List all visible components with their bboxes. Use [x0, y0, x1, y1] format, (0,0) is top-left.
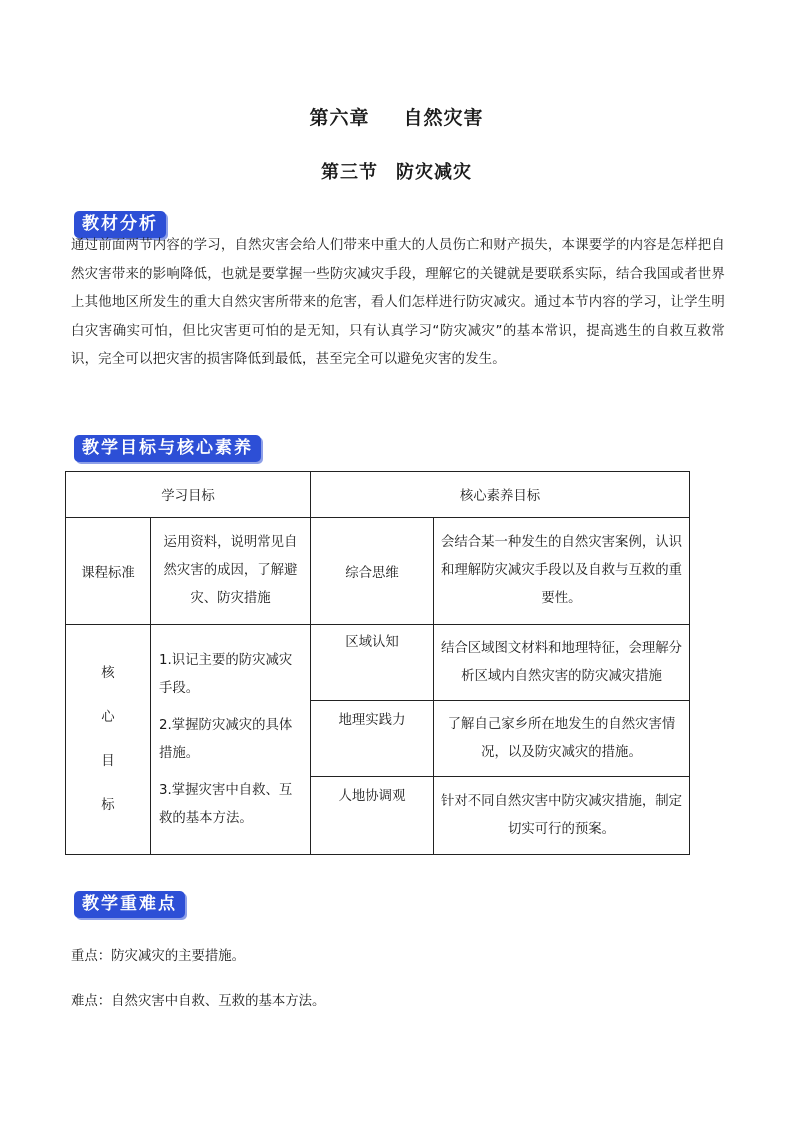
core-label-char: 心: [101, 709, 115, 725]
key-point: 重点：防灾减灾的主要措施。: [71, 949, 246, 964]
literacy-text-thinking: 会结合某一种发生的自然灾害案例，认识和理解防灾减灾手段以及自救与互救的重要性。: [434, 518, 690, 625]
literacy-text-region: 结合区域图文材料和地理特征，会理解分析区域内自然灾害的防灾减灾措施: [434, 625, 690, 701]
core-goal-item: 3.掌握灾害中自救、互救的基本方法。: [159, 782, 293, 826]
objectives-heading: 教学目标与核心素养: [74, 435, 261, 462]
difficult-point: 难点：自然灾害中自救、互救的基本方法。: [71, 994, 326, 1009]
analysis-heading: 教材分析: [74, 211, 166, 238]
difficulties-heading: 教学重难点: [74, 891, 185, 918]
objectives-table: [65, 471, 690, 855]
literacy-text-practice: 了解自己家乡所在地发生的自然灾害情况，以及防灾减灾的措施。: [434, 701, 690, 777]
literacy-name-harmony: 人地协调观: [311, 777, 434, 855]
chapter-name: 自然灾害: [403, 107, 484, 129]
section-name: 防灾减灾: [396, 162, 472, 183]
core-label-char: 目: [101, 753, 115, 769]
core-goal-item: 2.掌握防灾减灾的具体措施。: [159, 717, 293, 761]
core-goals-list: [151, 625, 311, 855]
standard-text: 运用资料，说明常见自然灾害的成因，了解避灾、防灾措施: [151, 518, 311, 625]
section-number: 第三节: [321, 162, 378, 183]
table-header-row: [66, 472, 690, 518]
chapter-number: 第六章: [309, 107, 370, 129]
core-label-char: 标: [101, 797, 115, 813]
core-goals-label: [66, 625, 151, 855]
table-row: [66, 518, 690, 625]
table-row: [66, 625, 690, 701]
literacy-name-practice: 地理实践力: [311, 701, 434, 777]
literacy-name-thinking: 综合思维: [311, 518, 434, 625]
header-learning-goals: 学习目标: [66, 472, 311, 518]
literacy-text-harmony: 针对不同自然灾害中防灾减灾措施，制定切实可行的预案。: [434, 777, 690, 855]
literacy-name-region: 区域认知: [311, 625, 434, 701]
header-core-literacy: 核心素养目标: [311, 472, 690, 518]
chapter-title: [0, 103, 793, 130]
core-label-char: 核: [101, 665, 115, 681]
analysis-paragraph: 通过前面两节内容的学习，自然灾害会给人们带来中重大的人员伤亡和财产损失，本课要学的内容是怎样把自然灾害带来的影响降低，也就是要掌握一些防灾减灾手段，理解它的关键就是要联系实际，结合我国或者世界上其他地区所发生的重大自然灾害所带来的危害，看人们怎样进行防灾减灾。通过本节内容的学习，让学生明白灾害确实可怕，但比灾害更可怕的是无知，只有认真学习“防灾减灾”的基本常识，提高逃生的自救互救常识，完全可以把灾害的损害降低到最低，甚至完全可以避免灾害的发生。: [71, 238, 725, 367]
standard-label: 课程标准: [66, 518, 151, 625]
section-title: [0, 158, 793, 184]
core-goal-item: 1.识记主要的防灾减灾手段。: [159, 652, 293, 696]
